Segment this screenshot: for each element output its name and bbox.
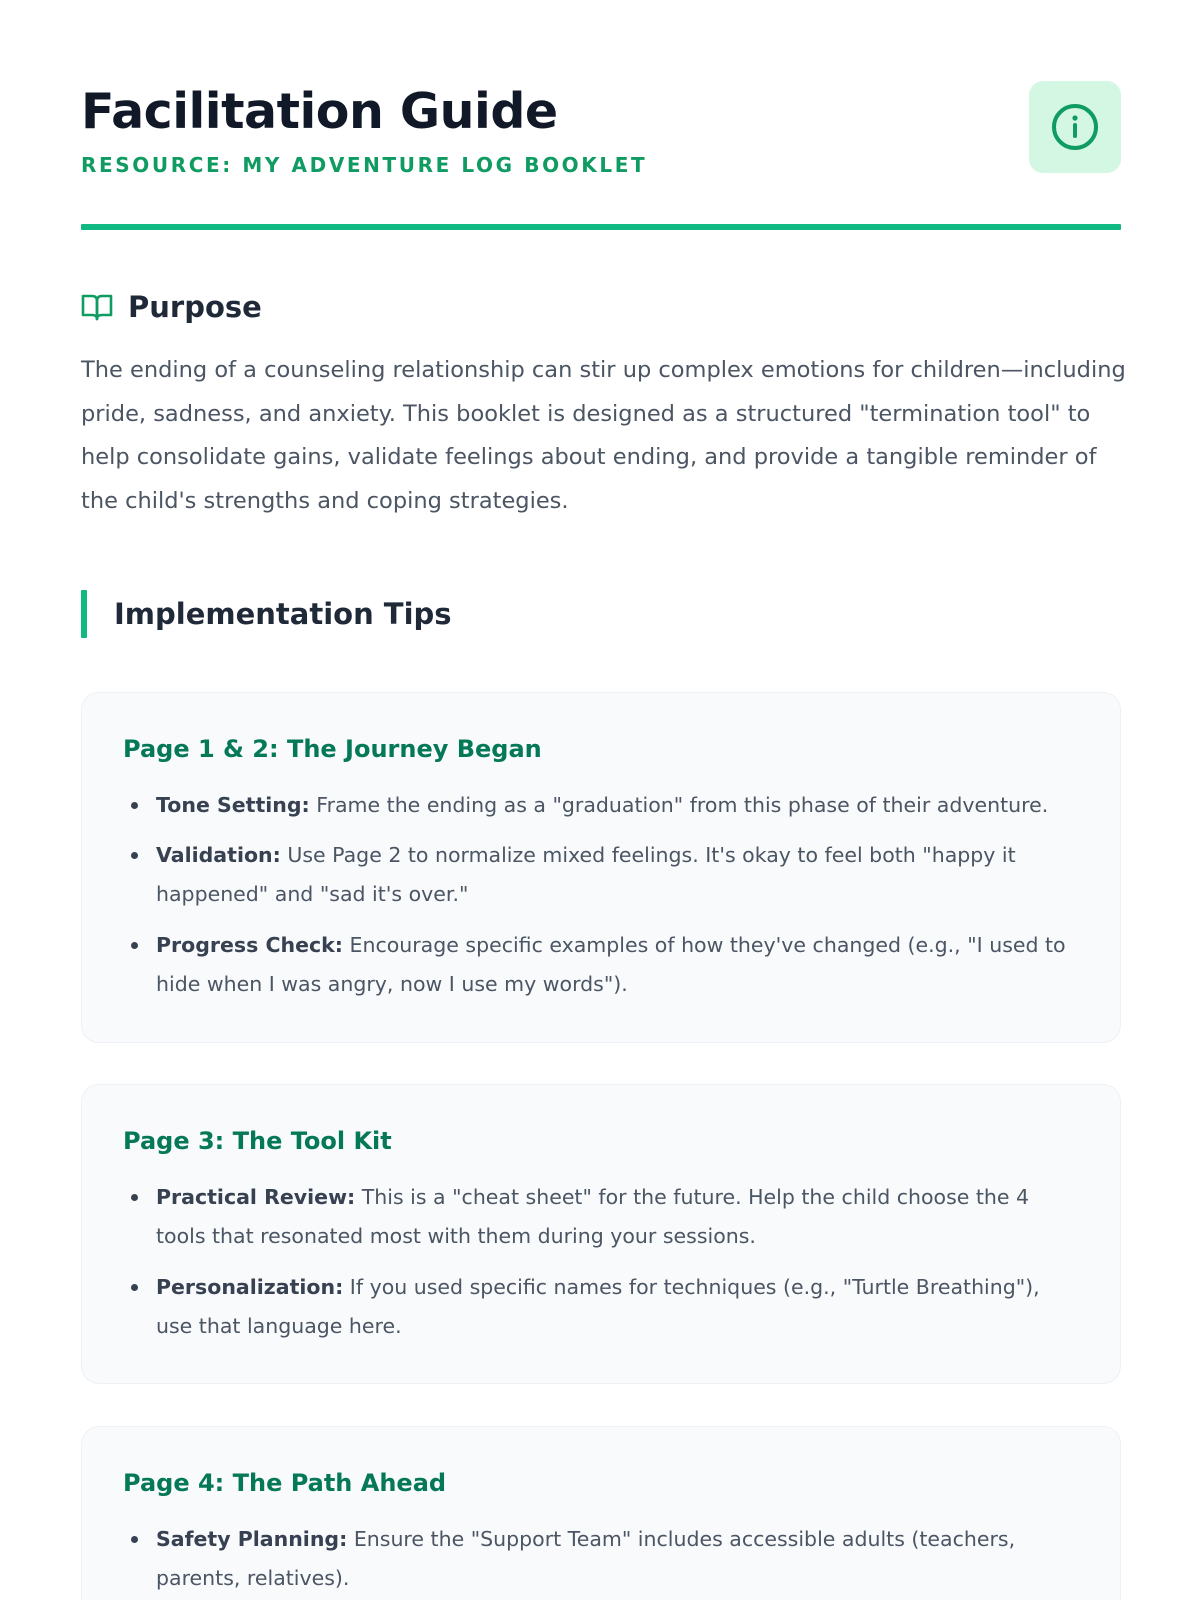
list-item xyxy=(156,1178,1081,1255)
page-header xyxy=(81,82,1121,232)
tip-label: Tone Setting: xyxy=(156,793,310,817)
tip-label: Progress Check: xyxy=(156,933,343,957)
bullet-icon xyxy=(131,1536,138,1543)
header-divider xyxy=(81,224,1121,230)
list-item xyxy=(156,1520,1081,1597)
tip-text: Ensure the "Support Team" includes accessible adults (teachers, parents, relatives). xyxy=(156,1527,1016,1590)
tip-text: This is a "cheat sheet" for the future. Help the child choose the 4 tools that resonated most with them during your sessions. xyxy=(156,1185,1030,1248)
page-subtitle: RESOURCE: MY ADVENTURE LOG BOOKLET xyxy=(81,153,648,177)
list-item xyxy=(156,1268,1081,1345)
purpose-text: The ending of a counseling relationship can stir up complex emotions for children—including pride, sadness, and anxiety. This booklet is designed as a structured "termination tool" to help consolidate gains, validate feelings about ending, and provide a tangible reminder of the child's strengths and coping strategies. xyxy=(81,357,1126,514)
page-title: Facilitation Guide xyxy=(81,83,558,140)
list-item xyxy=(156,786,1081,825)
implementation-heading xyxy=(81,590,452,638)
open-book-icon xyxy=(81,291,113,323)
bullet-icon xyxy=(131,852,138,859)
bullet-icon xyxy=(131,1284,138,1291)
purpose-heading xyxy=(81,287,262,327)
tip-text: Use Page 2 to normalize mixed feelings. It's okay to feel both "happy it happened" and "sad it's over." xyxy=(156,843,1016,906)
tip-text: Frame the ending as a "graduation" from this phase of their adventure. xyxy=(309,793,1049,817)
card-title: Page 1 & 2: The Journey Began xyxy=(123,735,542,763)
implementation-title: Implementation Tips xyxy=(114,597,452,631)
tip-label: Validation: xyxy=(156,843,281,867)
tip-card-path-ahead xyxy=(81,1426,1121,1600)
tip-text: If you used specific names for techniques (e.g., "Turtle Breathing"), use that language here. xyxy=(156,1275,1040,1338)
tip-label: Personalization: xyxy=(156,1275,344,1299)
card-title: Page 4: The Path Ahead xyxy=(123,1469,447,1497)
info-circle-icon xyxy=(1049,101,1101,153)
bullet-icon xyxy=(131,1194,138,1201)
bullet-icon xyxy=(131,942,138,949)
list-item xyxy=(156,926,1081,1003)
tip-card-toolkit xyxy=(81,1084,1121,1384)
section-accent-bar xyxy=(81,590,87,638)
info-button[interactable] xyxy=(1029,81,1121,173)
list-item xyxy=(156,836,1081,913)
tip-label: Safety Planning: xyxy=(156,1527,348,1551)
tip-card-journey xyxy=(81,692,1121,1043)
tip-text: Encourage specific examples of how they've changed (e.g., "I used to hide when I was angry, now I use my words"). xyxy=(156,933,1066,996)
purpose-title: Purpose xyxy=(128,290,262,324)
card-title: Page 3: The Tool Kit xyxy=(123,1127,392,1155)
bullet-icon xyxy=(131,802,138,809)
tip-label: Practical Review: xyxy=(156,1185,356,1209)
